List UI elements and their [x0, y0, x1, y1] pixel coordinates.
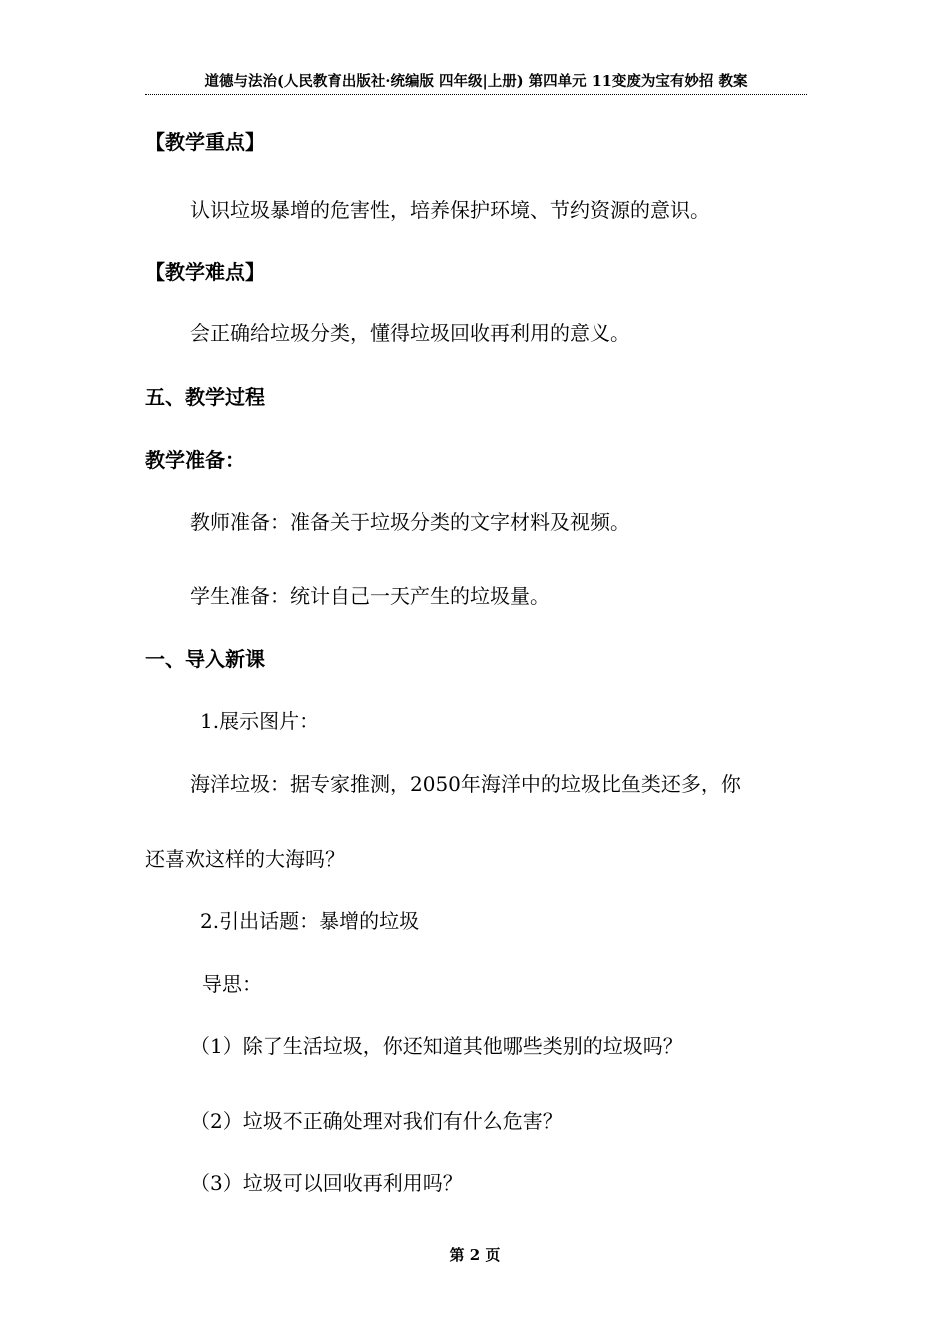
- paragraph: 2.引出话题：暴增的垃圾: [200, 909, 420, 933]
- question: （3）垃圾可以回收再利用吗？: [190, 1171, 463, 1195]
- page-header: 道德与法治(人民教育出版社·统编版 四年级|上册) 第四单元 11变废为宝有妙招 教案: [145, 70, 807, 95]
- paragraph: 学生准备：统计自己一天产生的垃圾量。: [190, 584, 550, 608]
- paragraph: 导思：: [202, 972, 262, 996]
- paragraph: 海洋垃圾：据专家推测，2050年海洋中的垃圾比鱼类还多，你: [190, 772, 741, 796]
- paragraph: 1.展示图片：: [200, 709, 320, 733]
- paragraph: 会正确给垃圾分类，懂得垃圾回收再利用的意义。: [190, 321, 630, 345]
- paragraph: 认识垃圾暴增的危害性，培养保护环境、节约资源的意识。: [190, 198, 710, 222]
- paragraph: 还喜欢这样的大海吗？: [145, 847, 345, 871]
- paragraph: 教师准备：准备关于垃圾分类的文字材料及视频。: [190, 510, 630, 534]
- heading-key-points: 【教学重点】: [145, 130, 265, 154]
- heading-intro: 一、导入新课: [145, 647, 265, 671]
- question: （2）垃圾不正确处理对我们有什么危害？: [190, 1109, 563, 1133]
- heading-difficulties: 【教学难点】: [145, 260, 265, 284]
- question: （1）除了生活垃圾，你还知道其他哪些类别的垃圾吗？: [190, 1034, 683, 1058]
- heading-process: 五、教学过程: [145, 385, 265, 409]
- page-footer: 第 2 页: [449, 1246, 501, 1264]
- heading-preparation: 教学准备：: [145, 448, 245, 472]
